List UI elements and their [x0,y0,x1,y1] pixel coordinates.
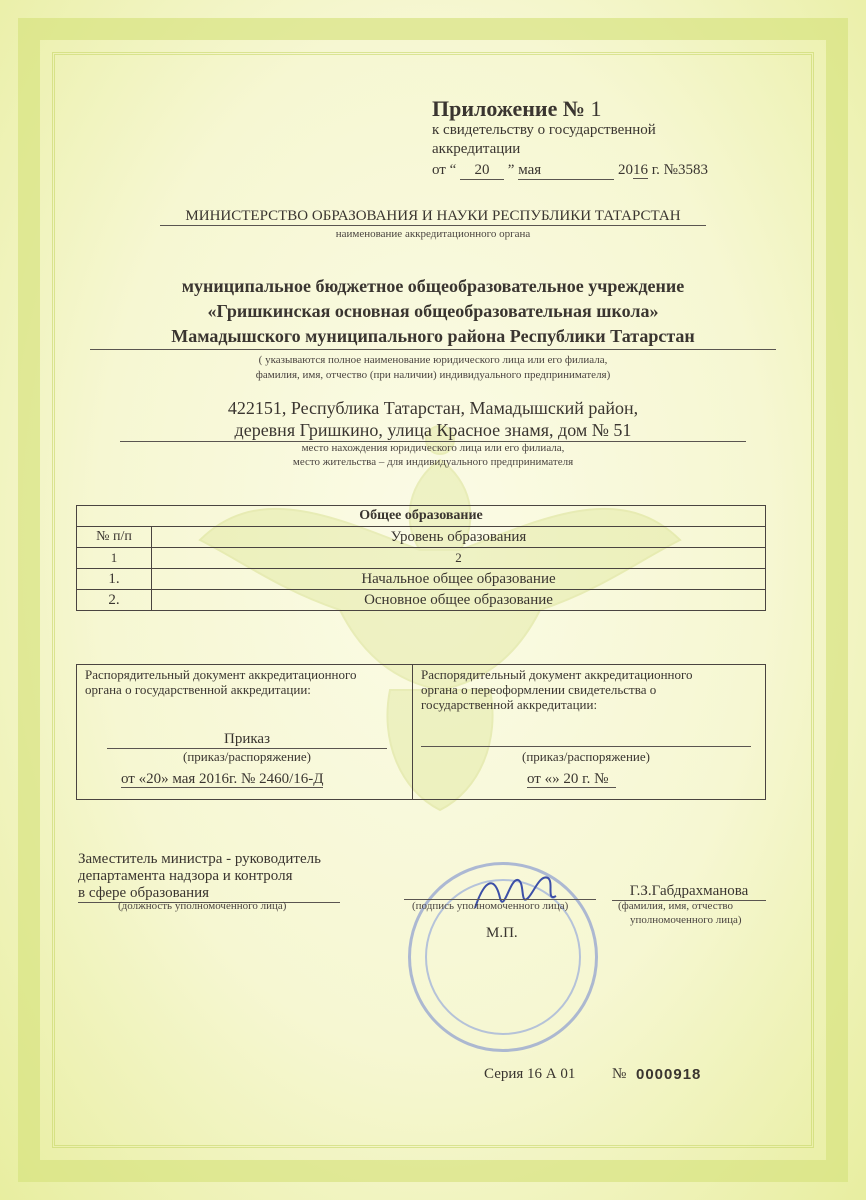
col-level-index: 2 [152,548,766,569]
date-day: 20 [460,162,504,180]
signature-caption: (подпись уполномоченного лица) [412,900,569,912]
row-number: 1. [77,569,152,590]
row-number: 2. [77,590,152,611]
org-line-1: муниципальное бюджетное общеобразовательное учреждение [181,276,685,296]
form-series: Серия 16 А 01 [484,1066,576,1082]
authority-name: МИНИСТЕРСТВО ОБРАЗОВАНИЯ И НАУКИ РЕСПУБЛИКИ ТАТАРСТАН [160,208,706,226]
left-doc-title-1: Распорядительный документ аккредитационного [85,667,357,682]
org-caption-2: фамилия, имя, отчество (при наличии) индивидуального предпринимателя) [255,369,611,381]
appendix-number: 1 [590,96,602,121]
right-doc-title-1: Распорядительный документ аккредитационного [421,667,693,682]
org-line-3: Мамадышского муниципального района Республики Татарстан [90,326,776,350]
seal-label: М.П. [486,925,518,941]
org-line-2: «Гришкинская основная общеобразовательная школа» [207,301,659,321]
row-level: Начальное общее образование [152,569,766,590]
address-line-2: деревня Гришкино, улица Красное знамя, дом № 51 [120,420,746,442]
table-title: Общее образование [77,506,766,527]
left-doc-kind: Приказ [107,731,387,749]
position-line-1: Заместитель министра - руководитель [78,851,321,867]
org-caption-1: ( указываются полное наименование юридического лица или его филиала, [258,354,608,366]
date-quote: ” [507,162,515,178]
table-title-row [77,506,766,527]
right-doc-title-3: государственной аккредитации: [421,697,598,712]
cert-number: 3583 [677,162,708,178]
table-subheader-row [77,548,766,569]
date-year-prefix: 20 [617,162,633,178]
date-prefix: от “ [432,162,457,178]
order-documents-box [76,664,766,800]
left-doc-caption: (приказ/распоряжение) [183,749,311,764]
col-number-header: № п/п [77,527,152,548]
authority-caption: наименование аккредитационного органа [335,228,531,240]
left-doc-reference: от «20» мая 2016г. № 2460/16-Д [121,771,324,787]
appendix-title: Приложение № [432,96,585,121]
address-caption-1: место нахождения юридического лица или его филиала, [301,442,565,454]
header-line-1: к свидетельству о государственной [432,122,656,138]
date-month: мая [518,162,614,180]
form-number: 0000918 [636,1066,702,1083]
right-doc-kind-line [421,745,751,747]
address-line-1: 422151, Республика Татарстан, Мамадышский район, [227,398,639,418]
form-number-label: № [612,1066,627,1082]
education-levels-table [76,505,766,611]
box-divider [412,665,413,799]
position-caption: (должность уполномоченного лица) [118,900,287,912]
right-doc-caption: (приказ/распоряжение) [522,749,650,764]
address-caption-2: место жительства – для индивидуального предпринимателя [292,456,574,468]
signatory-name: Г.З.Габдрахманова [612,883,766,901]
name-caption-1: (фамилия, имя, отчество [618,900,734,912]
left-doc-title-2: органа о государственной аккредитации: [85,682,311,697]
date-year-label: г. № [651,162,678,178]
table-header-row [77,527,766,548]
date-year-suffix: 16 [632,162,648,178]
position-line-3: в сфере образования [78,885,340,903]
table-row [77,590,766,611]
position-line-2: департамента надзора и контроля [78,868,293,884]
name-caption-2: уполномоченного лица) [630,914,742,926]
table-row [77,569,766,590]
row-level: Основное общее образование [152,590,766,611]
col-number-index: 1 [77,548,152,569]
col-level-header: Уровень образования [152,527,766,548]
right-doc-title-2: органа о переоформлении свидетельства о [421,682,657,697]
right-doc-reference: от «» 20 г. № [527,771,616,788]
header-line-2: аккредитации [432,141,521,157]
date-line [432,162,708,180]
